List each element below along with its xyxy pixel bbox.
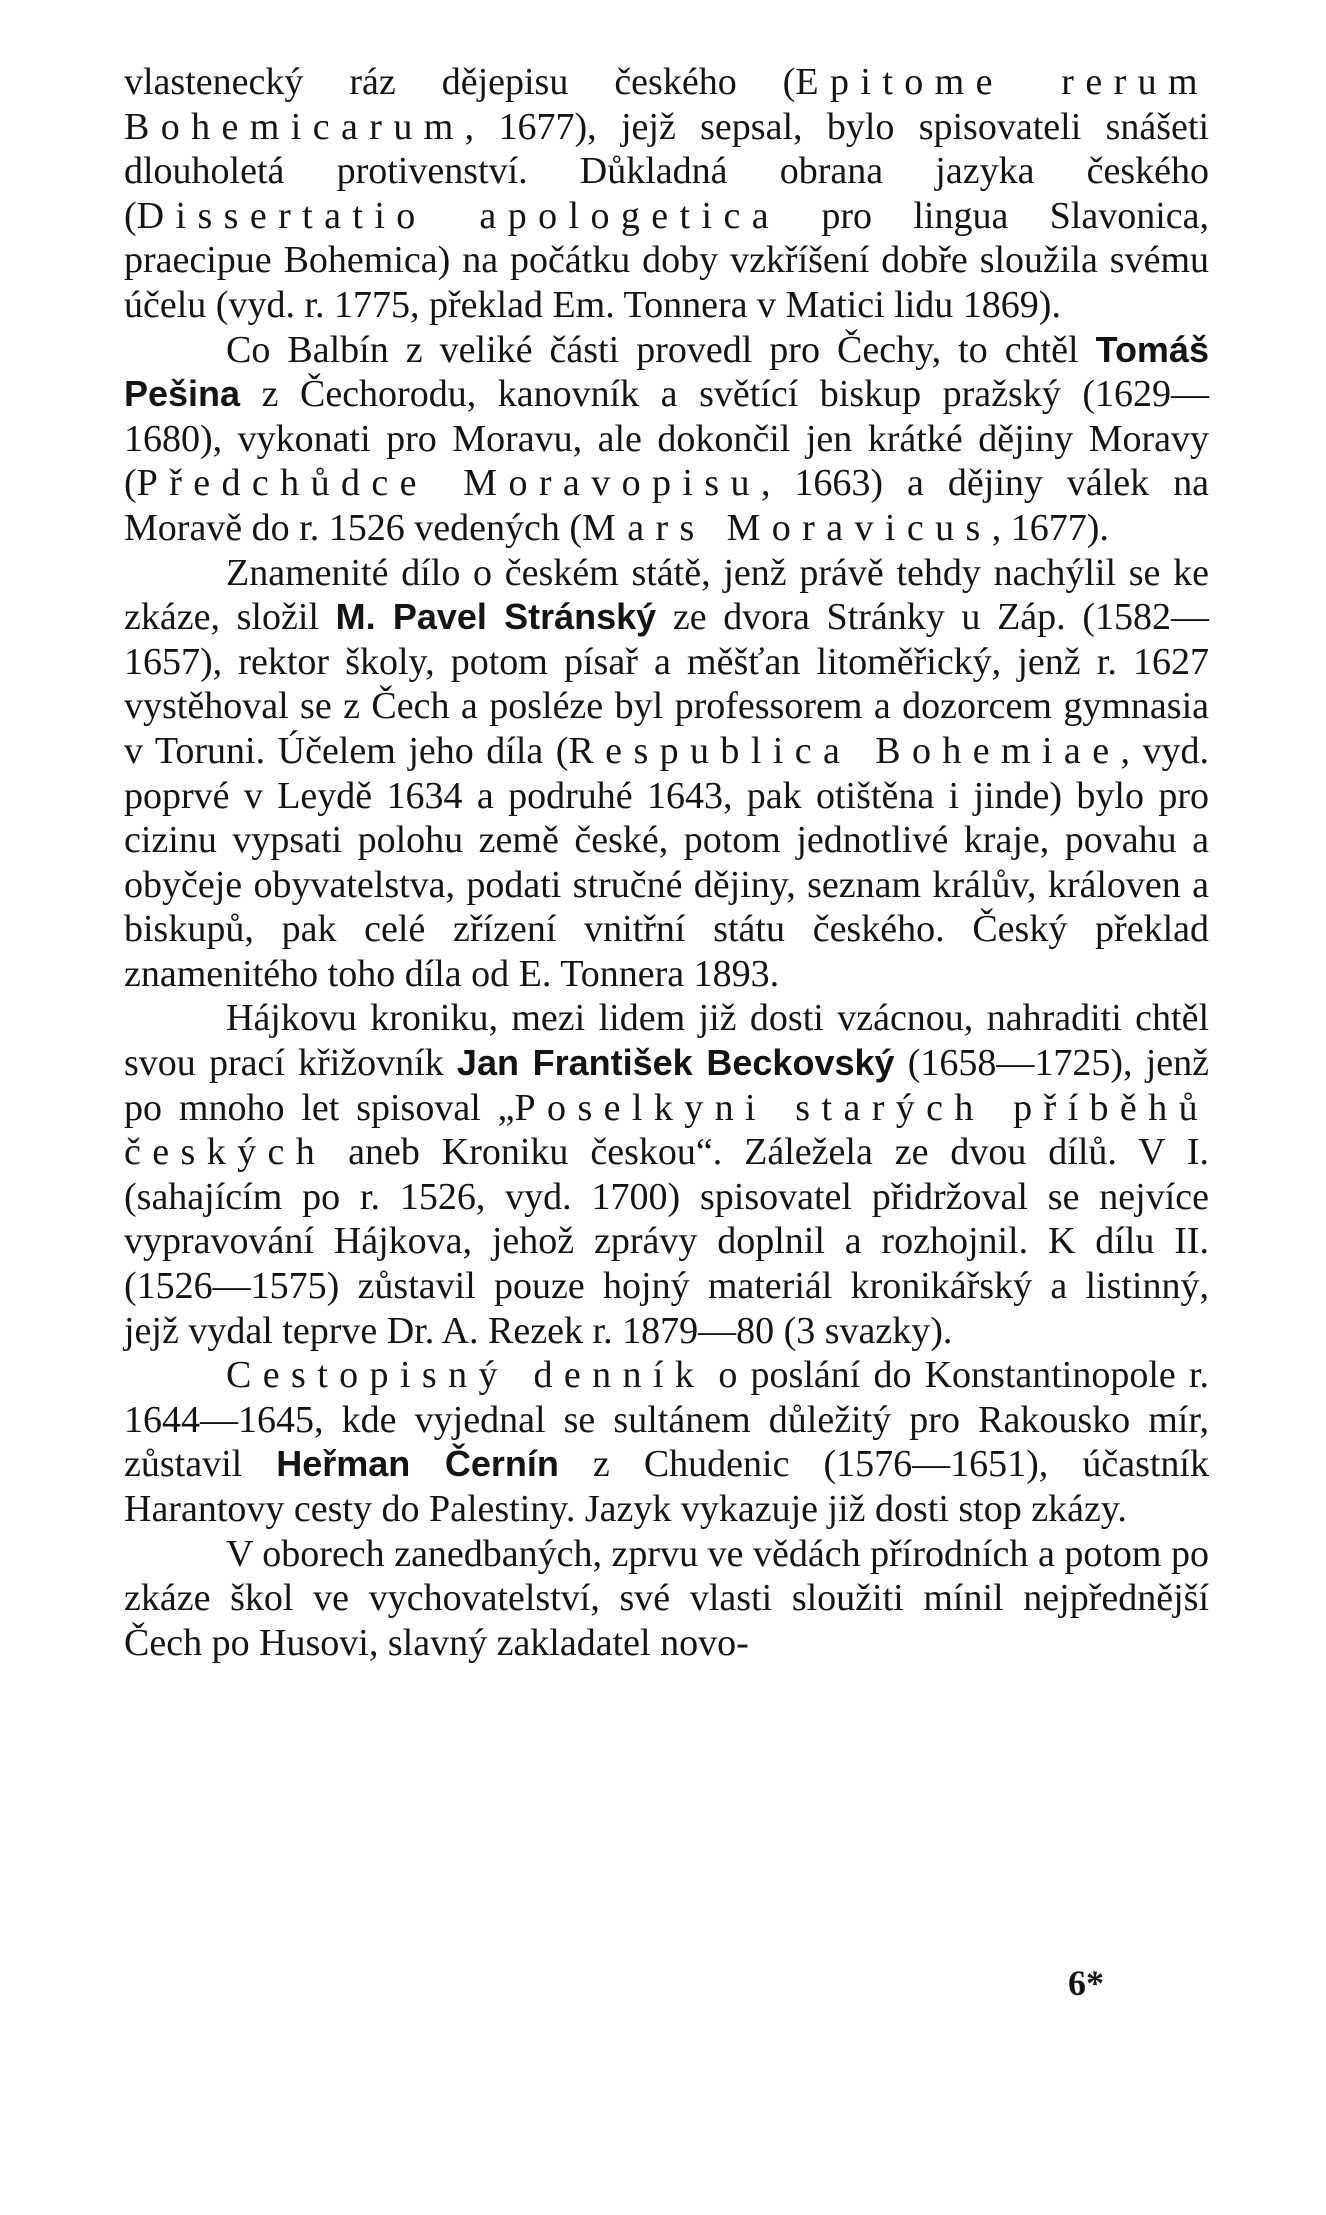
spaced-title: Poselkyni starých příběhů českých <box>124 1086 1210 1174</box>
paragraph-epitome <box>124 60 1209 328</box>
text-run: , 1677). <box>991 506 1109 549</box>
page-text <box>124 60 1209 1665</box>
paragraph-komensky-intro <box>124 1532 1209 1666</box>
text-run: Hájkovu kroniku, mezi lidem již dosti vzácnou, nahraditi chtěl svou prací křižovník <box>124 997 1209 1085</box>
spaced-title: Cestopisný denník <box>226 1354 706 1397</box>
author-name: Tomáš Pešina <box>124 328 1209 415</box>
text-run: Co Balbín z veliké části provedl pro Čechy, to chtěl <box>226 328 1096 371</box>
text-run: , vyd. poprvé v Leydě 1634 a podruhé 1643, pak otištěna i jinde) bylo pro cizinu vypsati polohu země české, potom jednotlivé kraje, povahu a obyčeje obyvatelstva, podati stručné dějiny, seznam králův, královen a biskupů, pak celé zřízení vnitřní státu českého. Český překlad znamenitého toho díla od E. Tonnera 1893. <box>124 729 1210 995</box>
text-run: ze dvora Stránky u Záp. (1582—1657), rektor školy, potom písař a měšťan litoměřický, jenž r. 1627 vystěhoval se z Čech a posléze byl professorem a dozorcem gymnasia v Toruni. Účelem jeho díla ( <box>124 596 1209 772</box>
author-name: Jan František Beckovský <box>456 1042 895 1084</box>
text-run: V oborech zanedbaných, zprvu ve vědách přírodních a potom po zkáze škol ve vychovatelství, své vlasti sloužiti mínil nejpřednější Čech po Husovi, slavný zakladatel novo- <box>124 1532 1209 1664</box>
page-number: 6* <box>1068 1963 1104 2003</box>
text-run: (1658—1725), jenž po mnoho let spisoval „ <box>124 1042 1209 1129</box>
text-run: aneb Kroniku českou“. Záležela ze dvou dílů. V I. (sahajícím po r. 1526, vyd. 1700) spisovatel přidržoval se nejvíce vypravování Hájkova, jehož zprávy doplnil a rozhojnil. K dílu II. (1526—1575) zůstavil pouze hojný materiál kronikářský a listinný, jejž vydal teprve Dr. A. Rezek r. 1879—80 (3 svazky). <box>124 1131 1209 1352</box>
spaced-title: Respublica Bohemiae <box>568 729 1121 772</box>
text-run: Znamenité dílo o českém státě, jenž právě tehdy nachýlil se ke zkáze, složil <box>124 551 1209 639</box>
text-run: pro lingua Slavonica, praecipue Bohemica) na počátku doby vzkříšení dobře sloužila svému účelu (vyd. r. 1775, překlad Em. Tonnera v Matici lidu 1869). <box>124 194 1209 326</box>
spaced-title: Dissertatio apologetica <box>136 194 780 237</box>
text-run: vlastenecký ráz dějepisu českého ( <box>124 61 796 103</box>
author-name: Heřman Černín <box>276 1443 559 1485</box>
text-run: , 1677), jejž sepsal, bylo spisovateli snášeti dlouholetá protivenství. Důkladná obrana jazyka českého ( <box>124 105 1209 237</box>
spaced-title: Mars Moravicus <box>582 506 992 549</box>
paragraph-pesina <box>124 328 1209 551</box>
text-run: z Čechorodu, kanovník a světící biskup pražský (1629—1680), vykonati pro Moravu, ale dokončil jen krátké dějiny Moravy ( <box>124 373 1209 505</box>
text-run: z Chudenic (1576—1651), účastník Harantovy cesty do Palestiny. Jazyk vykazuje již dosti stop zkázy. <box>124 1443 1209 1530</box>
text-run: o poslání do Konstantinopole r. 1644—1645, kde vyjednal se sultánem důležitý pro Rakousko mír, zůstavil <box>124 1354 1209 1486</box>
spaced-title: Předchůdce Moravopisu <box>136 462 761 505</box>
paragraph-beckovsky <box>124 996 1209 1353</box>
text-run: , 1663) a dějiny válek na Moravě do r. 1526 vedených ( <box>124 462 1209 549</box>
paragraph-cernin <box>124 1353 1209 1531</box>
spaced-title: Epitome rerum Bohemicarum <box>124 61 1210 148</box>
author-name: M. Pavel Stránský <box>335 596 657 638</box>
paragraph-stransky <box>124 551 1209 997</box>
